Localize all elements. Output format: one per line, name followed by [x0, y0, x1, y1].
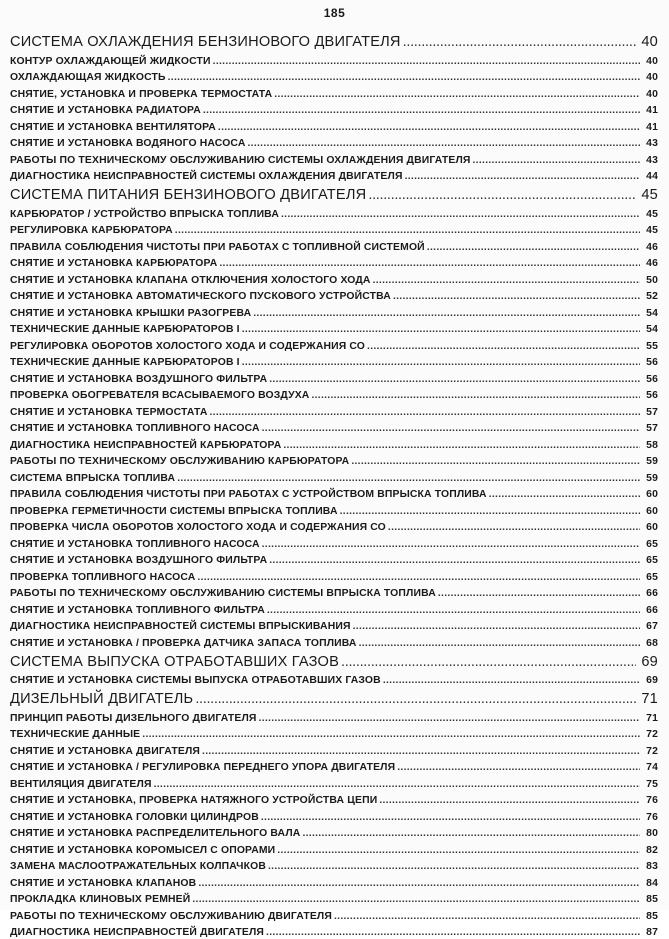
toc-entry — [10, 386, 658, 403]
toc-leader-dots — [351, 456, 640, 468]
toc-entry — [10, 84, 658, 101]
toc-entry-title: СНЯТИЕ И УСТАНОВКА ТОПЛИВНОГО ФИЛЬТРА — [10, 605, 265, 617]
toc-leader-dots — [438, 588, 640, 600]
toc-entry-title: СНЯТИЕ И УСТАНОВКА ВОЗДУШНОГО ФИЛЬТРА — [10, 374, 267, 386]
toc-leader-dots — [202, 746, 640, 758]
toc-leader-dots — [177, 473, 640, 485]
toc-entry — [10, 671, 658, 688]
toc-leader-dots — [219, 258, 640, 270]
toc-page-number: 50 — [642, 275, 658, 287]
toc-leader-dots — [259, 713, 640, 725]
toc-section-heading — [10, 650, 658, 671]
toc-page-number: 65 — [642, 555, 658, 567]
toc-page-number: 40 — [642, 89, 658, 101]
toc-entry-title: СНЯТИЕ И УСТАНОВКА КЛАПАНА ОТКЛЮЧЕНИЯ ХОЛОСТОГО ХОДА — [10, 275, 371, 287]
toc-leader-dots — [368, 187, 636, 204]
toc-leader-dots — [203, 105, 640, 117]
toc-leader-dots — [334, 911, 640, 923]
toc-entry — [10, 551, 658, 568]
toc-page-number: 72 — [642, 746, 658, 758]
toc-entry — [10, 134, 658, 151]
toc-entry — [10, 906, 658, 923]
toc-entry-title: СНЯТИЕ И УСТАНОВКА / ПРОВЕРКА ДАТЧИКА ЗАПАСА ТОПЛИВА — [10, 638, 357, 650]
toc-leader-dots — [142, 729, 640, 741]
toc-entry — [10, 741, 658, 758]
toc-page-number: 59 — [642, 473, 658, 485]
toc-entry — [10, 254, 658, 271]
toc-leader-dots — [213, 56, 640, 68]
toc-section-title: СИСТЕМА ОХЛАЖДЕНИЯ БЕНЗИНОВОГО ДВИГАТЕЛЯ — [10, 34, 401, 51]
toc-leader-dots — [218, 122, 640, 134]
toc-page-number: 69 — [642, 675, 658, 687]
toc-entry — [10, 435, 658, 452]
toc-leader-dots — [367, 341, 640, 353]
toc-entry-title: СНЯТИЕ И УСТАНОВКА ГОЛОВКИ ЦИЛИНДРОВ — [10, 812, 259, 824]
toc-leader-dots — [262, 539, 640, 551]
toc-entry-title: ВЕНТИЛЯЦИЯ ДВИГАТЕЛЯ — [10, 779, 152, 791]
toc-leader-dots — [393, 291, 640, 303]
toc-entry — [10, 101, 658, 118]
toc-entry — [10, 600, 658, 617]
toc-page-number: 60 — [642, 522, 658, 534]
toc-leader-dots — [197, 572, 640, 584]
toc-page-number: 45 — [642, 225, 658, 237]
toc-leader-dots — [277, 845, 640, 857]
toc-leader-dots — [209, 407, 640, 419]
toc-leader-dots — [359, 638, 640, 650]
toc-page-number: 60 — [642, 489, 658, 501]
toc-page-number: 54 — [642, 308, 658, 320]
toc-entry — [10, 336, 658, 353]
toc-leader-dots — [269, 555, 640, 567]
toc-leader-dots — [403, 34, 636, 51]
toc-leader-dots — [247, 138, 640, 150]
toc-page-number: 68 — [642, 638, 658, 650]
toc-leader-dots — [261, 812, 640, 824]
toc-entry-title: СНЯТИЕ И УСТАНОВКА ТЕРМОСТАТА — [10, 407, 207, 419]
toc-entry-title: СНЯТИЕ И УСТАНОВКА ТОПЛИВНОГО НАСОСА — [10, 539, 260, 551]
toc-leader-dots — [274, 89, 640, 101]
toc-leader-dots — [379, 795, 640, 807]
toc-page-number: 41 — [642, 105, 658, 117]
toc-page-number: 41 — [642, 122, 658, 134]
toc-section-title: СИСТЕМА ВЫПУСКА ОТРАБОТАВШИХ ГАЗОВ — [10, 654, 339, 671]
toc-entry-title: РАБОТЫ ПО ТЕХНИЧЕСКОМУ ОБСЛУЖИВАНИЮ СИСТЕМЫ ВПРЫСКА ТОПЛИВА — [10, 588, 436, 600]
toc-entry — [10, 824, 658, 841]
toc-entry-title: ПРОВЕРКА ОБОГРЕВАТЕЛЯ ВСАСЫВАЕМОГО ВОЗДУХА — [10, 390, 309, 402]
toc-page-number: 46 — [642, 258, 658, 270]
toc-entry-title: СНЯТИЕ И УСТАНОВКА КОРОМЫСЕЛ С ОПОРАМИ — [10, 845, 275, 857]
toc-leader-dots — [168, 72, 640, 84]
toc-leader-dots — [268, 861, 640, 873]
toc-entry-title: СНЯТИЕ И УСТАНОВКА ВОЗДУШНОГО ФИЛЬТРА — [10, 555, 267, 567]
toc-page-number: 58 — [642, 440, 658, 452]
toc-entry-title: СНЯТИЕ И УСТАНОВКА, ПРОВЕРКА НАТЯЖНОГО УСТРОЙСТВА ЦЕПИ — [10, 795, 377, 807]
toc-page-number: 65 — [642, 539, 658, 551]
toc-entry-title: СНЯТИЕ И УСТАНОВКА РАДИАТОРА — [10, 105, 201, 117]
toc-entry-title: СНЯТИЕ И УСТАНОВКА СИСТЕМЫ ВЫПУСКА ОТРАБОТАВШИХ ГАЗОВ — [10, 675, 381, 687]
toc-page-number: 85 — [642, 894, 658, 906]
toc-page-number: 71 — [638, 691, 658, 708]
toc-page-number: 60 — [642, 506, 658, 518]
toc-page-number: 71 — [642, 713, 658, 725]
toc-entry-title: СНЯТИЕ И УСТАНОВКА / РЕГУЛИРОВКА ПЕРЕДНЕГО УПОРА ДВИГАТЕЛЯ — [10, 762, 395, 774]
toc-entry-title: ТЕХНИЧЕСКИЕ ДАННЫЕ — [10, 729, 140, 741]
toc-entry — [10, 51, 658, 68]
toc-page-number: 56 — [642, 357, 658, 369]
toc-entry-title: СНЯТИЕ И УСТАНОВКА КЛАПАНОВ — [10, 878, 196, 890]
toc-entry — [10, 150, 658, 167]
toc-entry — [10, 369, 658, 386]
toc-entry-title: РАБОТЫ ПО ТЕХНИЧЕСКОМУ ОБСЛУЖИВАНИЮ СИСТЕМЫ ОХЛАЖДЕНИЯ ДВИГАТЕЛЯ — [10, 155, 471, 167]
toc-page-number: 66 — [642, 605, 658, 617]
toc-page-number: 83 — [642, 861, 658, 873]
toc-page-number: 56 — [642, 390, 658, 402]
toc-leader-dots — [195, 691, 636, 708]
toc-entry-title: СНЯТИЕ И УСТАНОВКА ВОДЯНОГО НАСОСА — [10, 138, 245, 150]
toc-entry-title: ПРОВЕРКА ЧИСЛА ОБОРОТОВ ХОЛОСТОГО ХОДА И СОДЕРЖАНИЯ СО — [10, 522, 386, 534]
toc-leader-dots — [192, 894, 640, 906]
toc-page-number: 76 — [642, 795, 658, 807]
toc-leader-dots — [175, 225, 640, 237]
toc-page-number: 75 — [642, 779, 658, 791]
toc-page-number: 56 — [642, 374, 658, 386]
toc-section-heading — [10, 183, 658, 204]
toc-entry-title: ПРОВЕРКА ГЕРМЕТИЧНОСТИ СИСТЕМЫ ВПРЫСКА ТОПЛИВА — [10, 506, 338, 518]
toc-entry — [10, 287, 658, 304]
toc-entry — [10, 725, 658, 742]
toc-entry-title: ТЕХНИЧЕСКИЕ ДАННЫЕ КАРБЮРАТОРОВ I — [10, 357, 240, 369]
toc-entry — [10, 237, 658, 254]
toc-entry-title: ПРОВЕРКА ТОПЛИВНОГО НАСОСА — [10, 572, 195, 584]
toc-entry-title: ПРАВИЛА СОБЛЮДЕНИЯ ЧИСТОТЫ ПРИ РАБОТАХ С УСТРОЙСТВОМ ВПРЫСКА ТОПЛИВА — [10, 489, 487, 501]
toc-entry — [10, 204, 658, 221]
toc-leader-dots — [427, 242, 640, 254]
toc-leader-dots — [397, 762, 640, 774]
toc-entry — [10, 270, 658, 287]
toc-entry-title: ПРОКЛАДКА КЛИНОВЫХ РЕМНЕЙ — [10, 894, 190, 906]
toc-page-number: 67 — [642, 621, 658, 633]
table-of-contents — [10, 30, 658, 939]
toc-entry-title: РАБОТЫ ПО ТЕХНИЧЕСКОМУ ОБСЛУЖИВАНИЮ КАРБЮРАТОРА — [10, 456, 349, 468]
toc-page-number: 76 — [642, 812, 658, 824]
page-number: 185 — [0, 6, 669, 20]
toc-entry — [10, 807, 658, 824]
toc-entry — [10, 419, 658, 436]
toc-entry — [10, 468, 658, 485]
toc-entry — [10, 68, 658, 85]
toc-entry — [10, 840, 658, 857]
toc-entry — [10, 791, 658, 808]
toc-page-number: 40 — [638, 34, 658, 51]
toc-entry-title: СНЯТИЕ И УСТАНОВКА ВЕНТИЛЯТОРА — [10, 122, 216, 134]
toc-leader-dots — [388, 522, 640, 534]
toc-entry — [10, 303, 658, 320]
toc-entry-title: РАБОТЫ ПО ТЕХНИЧЕСКОМУ ОБСЛУЖИВАНИЮ ДВИГАТЕЛЯ — [10, 911, 332, 923]
toc-entry — [10, 923, 658, 939]
toc-entry — [10, 167, 658, 184]
toc-entry — [10, 617, 658, 634]
toc-leader-dots — [373, 275, 640, 287]
toc-entry — [10, 890, 658, 907]
toc-entry-title: ТЕХНИЧЕСКИЕ ДАННЫЕ КАРБЮРАТОРОВ I — [10, 324, 240, 336]
toc-entry-title: КОНТУР ОХЛАЖДАЮЩЕЙ ЖИДКОСТИ — [10, 56, 211, 68]
toc-leader-dots — [266, 927, 640, 939]
toc-entry — [10, 758, 658, 775]
toc-entry — [10, 221, 658, 238]
toc-section-heading — [10, 687, 658, 708]
toc-leader-dots — [154, 779, 640, 791]
toc-page-number: 74 — [642, 762, 658, 774]
toc-leader-dots — [340, 506, 640, 518]
toc-page-number: 43 — [642, 138, 658, 150]
toc-entry — [10, 873, 658, 890]
toc-page-number: 40 — [642, 72, 658, 84]
toc-entry — [10, 452, 658, 469]
toc-entry-title: ДИАГНОСТИКА НЕИСПРАВНОСТЕЙ СИСТЕМЫ ОХЛАЖДЕНИЯ ДВИГАТЕЛЯ — [10, 171, 403, 183]
toc-leader-dots — [353, 621, 640, 633]
toc-entry-title: ПРАВИЛА СОБЛЮДЕНИЯ ЧИСТОТЫ ПРИ РАБОТАХ С ТОПЛИВНОЙ СИСТЕМОЙ — [10, 242, 425, 254]
toc-leader-dots — [383, 675, 640, 687]
toc-entry-title: СНЯТИЕ И УСТАНОВКА КАРБЮРАТОРА — [10, 258, 217, 270]
toc-entry-title: ЗАМЕНА МАСЛООТРАЖАТЕЛЬНЫХ КОЛПАЧКОВ — [10, 861, 266, 873]
toc-entry-title: СНЯТИЕ И УСТАНОВКА ТОПЛИВНОГО НАСОСА — [10, 423, 260, 435]
toc-page-number: 87 — [642, 927, 658, 939]
toc-entry-title: ОХЛАЖДАЮЩАЯ ЖИДКОСТЬ — [10, 72, 166, 84]
toc-entry — [10, 708, 658, 725]
toc-page-number: 45 — [642, 209, 658, 221]
toc-section-heading — [10, 30, 658, 51]
toc-entry — [10, 501, 658, 518]
toc-page-number: 45 — [638, 187, 658, 204]
toc-leader-dots — [341, 654, 636, 671]
toc-leader-dots — [302, 828, 640, 840]
toc-entry-title: СНЯТИЕ И УСТАНОВКА РАСПРЕДЕЛИТЕЛЬНОГО ВАЛА — [10, 828, 300, 840]
toc-entry — [10, 402, 658, 419]
toc-entry-title: ДИАГНОСТИКА НЕИСПРАВНОСТЕЙ КАРБЮРАТОРА — [10, 440, 281, 452]
toc-entry — [10, 518, 658, 535]
toc-page-number: 55 — [642, 341, 658, 353]
toc-leader-dots — [198, 878, 640, 890]
toc-leader-dots — [242, 357, 640, 369]
toc-leader-dots — [269, 374, 640, 386]
toc-leader-dots — [473, 155, 641, 167]
toc-entry — [10, 567, 658, 584]
toc-entry — [10, 320, 658, 337]
toc-entry-title: СНЯТИЕ И УСТАНОВКА АВТОМАТИЧЕСКОГО ПУСКОВОГО УСТРОЙСТВА — [10, 291, 391, 303]
toc-page-number: 40 — [642, 56, 658, 68]
toc-entry — [10, 857, 658, 874]
toc-leader-dots — [281, 209, 640, 221]
toc-entry — [10, 534, 658, 551]
toc-page-number: 65 — [642, 572, 658, 584]
toc-entry — [10, 774, 658, 791]
toc-leader-dots — [262, 423, 640, 435]
toc-page-number: 46 — [642, 242, 658, 254]
toc-entry — [10, 117, 658, 134]
toc-leader-dots — [311, 390, 640, 402]
toc-entry — [10, 353, 658, 370]
toc-entry-title: СНЯТИЕ, УСТАНОВКА И ПРОВЕРКА ТЕРМОСТАТА — [10, 89, 272, 101]
toc-page-number: 54 — [642, 324, 658, 336]
toc-entry — [10, 584, 658, 601]
toc-page-number: 69 — [638, 654, 658, 671]
toc-entry-title: ПРИНЦИП РАБОТЫ ДИЗЕЛЬНОГО ДВИГАТЕЛЯ — [10, 713, 257, 725]
toc-page-number: 84 — [642, 878, 658, 890]
toc-entry-title: СНЯТИЕ И УСТАНОВКА КРЫШКИ РАЗОГРЕВА — [10, 308, 251, 320]
toc-entry-title: ДИАГНОСТИКА НЕИСПРАВНОСТЕЙ ДВИГАТЕЛЯ — [10, 927, 264, 939]
toc-leader-dots — [242, 324, 640, 336]
toc-page-number: 57 — [642, 407, 658, 419]
toc-page-number: 52 — [642, 291, 658, 303]
toc-page-number: 44 — [642, 171, 658, 183]
toc-leader-dots — [253, 308, 640, 320]
toc-leader-dots — [405, 171, 640, 183]
toc-leader-dots — [267, 605, 640, 617]
toc-entry-title: КАРБЮРАТОР / УСТРОЙСТВО ВПРЫСКА ТОПЛИВА — [10, 209, 279, 221]
toc-leader-dots — [283, 440, 640, 452]
toc-section-title: СИСТЕМА ПИТАНИЯ БЕНЗИНОВОГО ДВИГАТЕЛЯ — [10, 187, 366, 204]
toc-entry-title: РЕГУЛИРОВКА КАРБЮРАТОРА — [10, 225, 173, 237]
toc-page-number: 72 — [642, 729, 658, 741]
toc-entry — [10, 633, 658, 650]
toc-entry-title: СИСТЕМА ВПРЫСКА ТОПЛИВА — [10, 473, 175, 485]
toc-page-number: 85 — [642, 911, 658, 923]
toc-entry — [10, 485, 658, 502]
toc-page-number: 66 — [642, 588, 658, 600]
toc-entry-title: СНЯТИЕ И УСТАНОВКА ДВИГАТЕЛЯ — [10, 746, 200, 758]
toc-page-number: 57 — [642, 423, 658, 435]
toc-entry-title: РЕГУЛИРОВКА ОБОРОТОВ ХОЛОСТОГО ХОДА И СОДЕРЖАНИЯ СО — [10, 341, 365, 353]
toc-page-number: 59 — [642, 456, 658, 468]
toc-leader-dots — [489, 489, 640, 501]
toc-page-number: 80 — [642, 828, 658, 840]
toc-page-number: 82 — [642, 845, 658, 857]
toc-page-number: 43 — [642, 155, 658, 167]
toc-entry-title: ДИАГНОСТИКА НЕИСПРАВНОСТЕЙ СИСТЕМЫ ВПРЫСКИВАНИЯ — [10, 621, 351, 633]
toc-section-title: ДИЗЕЛЬНЫЙ ДВИГАТЕЛЬ — [10, 691, 193, 708]
